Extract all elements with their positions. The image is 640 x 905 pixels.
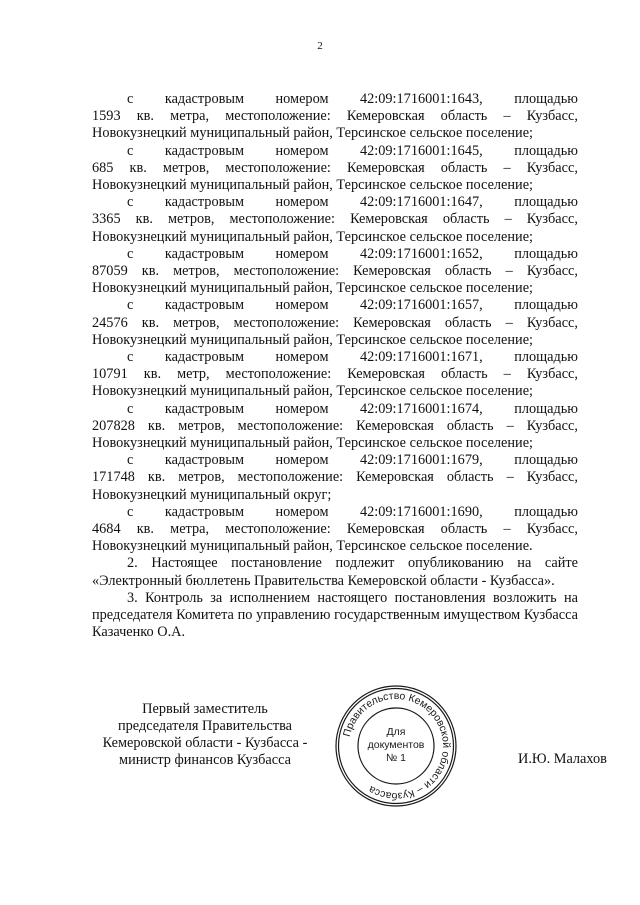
item-word: площадью [514,452,578,469]
signer-title-line-2: председателя Правительства [117,718,292,734]
item-word: кадастровым [164,245,245,262]
item-word: с [127,194,134,211]
item-word: – [504,211,512,228]
item-word: кадастровым [164,142,245,159]
item-word: – [506,417,514,434]
item-word: кадастровым [164,400,245,417]
item-word: кадастровым [164,503,245,520]
item-word: 42:09:1716001:1657, [359,297,483,314]
item-line-1 [92,194,578,211]
item-line-3: Новокузнецкий муниципальный район, Терсинское сельское поселение. [92,538,533,555]
item-word: 87059 [92,263,128,280]
item-word: кадастровым [164,297,245,314]
seal-center-line-1: Для [386,726,406,738]
item-word: номером [275,297,329,314]
signer-title-line-3: Кемеровской области - Кузбасса - [102,735,308,751]
item-word: Кузбасс, [526,314,578,331]
item-word: местоположение: [237,469,344,486]
item-word: 42:09:1716001:1690, [359,503,483,520]
paragraph-2: 2. Настоящее постановление подлежит опубликованию на сайте «Электронный бюллетень Правительства Кемеровской области - Кузбасса». [92,555,578,589]
item-word: 207828 [92,417,135,434]
item-word: местоположение: [225,159,331,176]
item-word: номером [275,349,329,366]
seal-center-line-2: документов [367,739,425,751]
item-word: 24576 [92,314,128,331]
item-word: – [503,521,511,538]
item-word: Кемеровская [347,366,425,383]
item-word: Кемеровская [346,521,425,538]
item-word: кв. [147,469,166,486]
item-line-3: Новокузнецкий муниципальный район, Терсинское сельское поселение; [92,435,534,452]
item-word: кадастровым [164,91,245,107]
item-word: метров, [168,211,215,228]
item-word: 42:09:1716001:1674, [359,400,483,417]
item-word: с [127,349,134,366]
item-word: местоположение: [225,108,331,125]
item-word: площадью [514,349,578,366]
item-line-3: Новокузнецкий муниципальный район, Терсинское сельское поселение; [92,383,534,400]
item-word: метров, [173,263,220,280]
cadastral-item [92,194,578,246]
item-word: с [127,400,134,417]
item-word: местоположение: [237,417,344,434]
item-line-2 [92,521,578,538]
item-word: номером [275,91,329,107]
item-line-1 [92,349,578,366]
item-word: номером [275,142,329,159]
item-word: с [127,452,134,469]
item-word: с [127,91,134,107]
item-line-3: Новокузнецкий муниципальный район, Терсинское сельское поселение; [92,280,534,297]
item-word: 42:09:1716001:1652, [359,245,483,262]
item-word: 685 [92,159,114,176]
item-word: 171748 [92,469,135,486]
item-word: Кузбасс, [526,469,578,486]
item-line-2 [92,469,578,486]
item-line-3: Новокузнецкий муниципальный район, Терсинское сельское поселение; [92,331,534,348]
cadastral-item [92,143,578,195]
item-word: 42:09:1716001:1679, [359,452,483,469]
item-word: – [503,159,511,176]
cadastral-item [92,401,578,453]
item-word: с [127,245,134,262]
item-word: Кемеровская [350,211,428,228]
item-word: кв. [135,211,153,228]
signer-name: И.Ю. Малахов [518,751,607,767]
item-word: 42:09:1716001:1647, [359,194,483,211]
item-word: область [440,521,488,538]
seal-center-line-3: № 1 [385,752,407,764]
item-line-3: Новокузнецкий муниципальный округ; [92,486,332,503]
item-word: площадью [514,503,578,520]
item-word: Кузбасс, [526,211,578,228]
item-word: кадастровым [164,452,245,469]
item-line-1 [92,452,578,469]
item-word: область [440,108,488,125]
item-word: 1593 [92,108,121,125]
item-word: местоположение: [233,263,340,280]
item-word: номером [275,194,329,211]
item-word: кв. [136,521,155,538]
item-word: Кузбасс, [526,366,578,383]
item-word: кв. [136,108,155,125]
seal-ring-text: Правительство Кемеровской области – Кузбасса [340,689,453,803]
item-word: 10791 [92,366,128,383]
item-word: кадастровым [164,194,245,211]
cadastral-item [92,452,578,504]
official-seal [333,683,459,809]
item-word: с [127,503,134,520]
item-line-2 [92,418,578,435]
cadastral-item [92,246,578,298]
item-word: Кемеровская [346,159,425,176]
item-word: площадью [514,142,578,159]
item-line-1 [92,91,578,108]
item-word: метров, [178,469,225,486]
item-word: номером [275,503,329,520]
page-number: 2 [317,40,323,52]
item-line-2 [92,160,578,177]
item-line-2 [92,366,578,383]
item-word: Кемеровская [346,108,425,125]
item-word: площадью [514,400,578,417]
cadastral-item [92,91,578,143]
item-word: Кузбасс, [526,108,578,125]
item-line-1 [92,297,578,314]
item-word: Кузбасс, [526,159,578,176]
item-line-3: Новокузнецкий муниципальный район, Терсинское сельское поселение; [92,177,534,194]
item-line-1 [92,504,578,521]
item-word: кв. [147,417,166,434]
item-word: область [446,417,494,434]
item-line-2 [92,263,578,280]
document-body [92,91,578,642]
cadastral-item [92,504,578,556]
item-word: метра, [170,521,210,538]
item-word: кв. [129,159,147,176]
item-word: 42:09:1716001:1645, [359,142,483,159]
item-line-2 [92,315,578,332]
item-line-3: Новокузнецкий муниципальный район, Терсинское сельское поселение; [92,228,534,245]
item-word: область [440,366,488,383]
item-word: Кемеровская [356,469,434,486]
signer-title-line-4: министр финансов Кузбасса [119,752,291,768]
paragraph-3: 3. Контроль за исполнением настоящего постановления возложить на председателя Комитета по управлению государственным имуществом Кузбасса Казаченко О.А. [92,589,578,641]
item-word: площадью [514,91,578,107]
signer-title-line-1: Первый заместитель [142,701,268,717]
item-word: кадастровым [164,349,245,366]
item-word: номером [275,245,329,262]
item-word: область [444,314,492,331]
item-word: кв. [141,263,160,280]
item-word: Кемеровская [353,314,431,331]
item-word: метр, [177,366,210,383]
item-word: метров, [173,314,220,331]
item-word: – [505,263,513,280]
item-word: с [127,297,134,314]
item-word: местоположение: [225,366,332,383]
item-word: область [442,211,490,228]
item-word: область [444,263,492,280]
item-word: с [127,142,134,159]
item-line-1 [92,143,578,160]
cadastral-item [92,297,578,349]
item-line-1 [92,401,578,418]
item-word: местоположение: [233,314,340,331]
item-word: 3365 [92,211,121,228]
item-word: 42:09:1716001:1643, [359,91,483,107]
item-word: Кемеровская [356,417,434,434]
item-line-1 [92,246,578,263]
item-word: – [505,314,513,331]
item-word: местоположение: [229,211,335,228]
item-word: Кузбасс, [526,521,578,538]
item-word: – [503,108,511,125]
item-word: кв. [141,314,160,331]
item-word: номером [275,400,329,417]
item-word: – [506,469,514,486]
item-line-3: Новокузнецкий муниципальный район, Терсинское сельское поселение; [92,125,534,142]
item-word: Кузбасс, [526,417,578,434]
item-word: Кемеровская [353,263,431,280]
item-word: площадью [514,297,578,314]
item-word: Кузбасс, [526,263,578,280]
item-word: 42:09:1716001:1671, [359,349,483,366]
item-word: – [503,366,511,383]
item-word: метров, [162,159,210,176]
cadastral-list [92,91,578,555]
item-word: площадью [514,245,578,262]
item-word: метра, [170,108,210,125]
item-word: кв. [143,366,162,383]
item-word: 4684 [92,521,121,538]
item-word: область [446,469,494,486]
item-word: номером [275,452,329,469]
item-word: площадью [514,194,578,211]
item-line-2 [92,211,578,228]
signature-block [80,701,330,769]
cadastral-item [92,349,578,401]
item-word: местоположение: [225,521,331,538]
item-word: метров, [178,417,225,434]
item-word: область [440,159,488,176]
item-line-2 [92,108,578,125]
